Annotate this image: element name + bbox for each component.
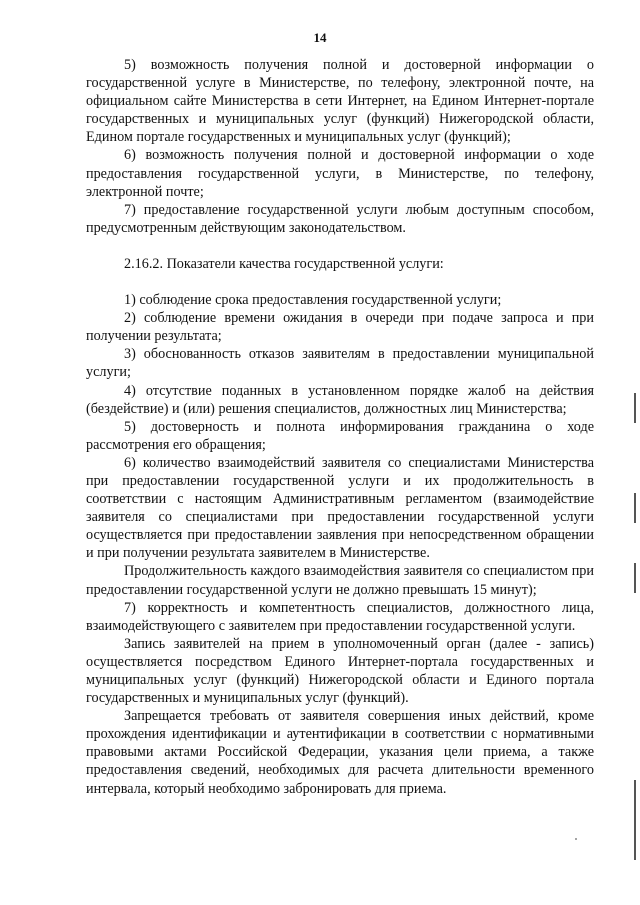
- paragraph: 2) соблюдение времени ожидания в очереди при подаче запроса и при получении результата;: [86, 310, 594, 345]
- paragraph: 7) предоставление государственной услуги любым доступным способом, предусмотренным действующим законодательством.: [86, 201, 594, 236]
- paragraph: Запрещается требовать от заявителя совершения иных действий, кроме прохождения идентификации и аутентификации в соответствии с нормативными правовыми актами Российской Федерации, указания цели приема, а также предоставления сведений, необходимых для расчета длительности временного интервала, который необходимо забронировать для приема.: [86, 708, 594, 797]
- paragraph: 3) обоснованность отказов заявителям в предоставлении муниципальной услуги;: [86, 346, 594, 381]
- page-number: 14: [313, 30, 327, 45]
- paragraph: 6) количество взаимодействий заявителя со специалистами Министерства при предоставлении государственной услуги и их продолжительность в соответствии с настоящим Административным регламентом (взаимодействие заявителя со специалистами при предоставлении государственной услуги осуществляется при предоставлении заявления при непосредственном обращении и при получении результата заявителем в Министерстве.: [86, 454, 594, 562]
- scan-edge-mark: [634, 780, 636, 860]
- scan-speck: [575, 838, 577, 840]
- section-heading: 2.16.2. Показатели качества государственной услуги:: [124, 255, 444, 272]
- scan-edge-mark: [634, 493, 636, 523]
- paragraph: Запись заявителей на прием в уполномоченный орган (далее - запись) осуществляется посредством Единого Интернет-портала государственных и муниципальных услуг (функций) Нижегородской области и Единого портала государственных и муниципальных услуг (функций).: [86, 635, 594, 707]
- paragraph: 1) соблюдение срока предоставления государственной услуги;: [124, 292, 502, 309]
- paragraph: 5) возможность получения полной и достоверной информации о государственной услуге в Министерстве, по телефону, электронной почте, на официальном сайте Министерства в сети Интернет, на Едином Интернет-портале государственных и муниципальных услуг (функций) Нижегородской области, Едином портале государственных и муниципальных услуг (функций);: [86, 57, 594, 146]
- paragraph: 4) отсутствие поданных в установленном порядке жалоб на действия (бездействие) и (или) решения специалистов, должностных лиц Министерства;: [86, 382, 594, 417]
- paragraph: 5) достоверность и полнота информирования гражданина о ходе рассмотрения его обращения;: [86, 418, 594, 453]
- document-body: [86, 56, 594, 798]
- scan-edge-mark: [634, 563, 636, 593]
- paragraph: Продолжительность каждого взаимодействия заявителя со специалистом при предоставлении государственной услуги не должно превышать 15 минут);: [86, 563, 594, 598]
- paragraph: 6) возможность получения полной и достоверной информации о ходе предоставления государственной услуги, в Министерстве, по телефону, электронной почте;: [86, 147, 594, 200]
- scan-edge-mark: [634, 393, 636, 423]
- paragraph: 7) корректность и компетентность специалистов, должностного лица, взаимодействующего с заявителем при предоставлении государственной услуги.: [86, 599, 594, 634]
